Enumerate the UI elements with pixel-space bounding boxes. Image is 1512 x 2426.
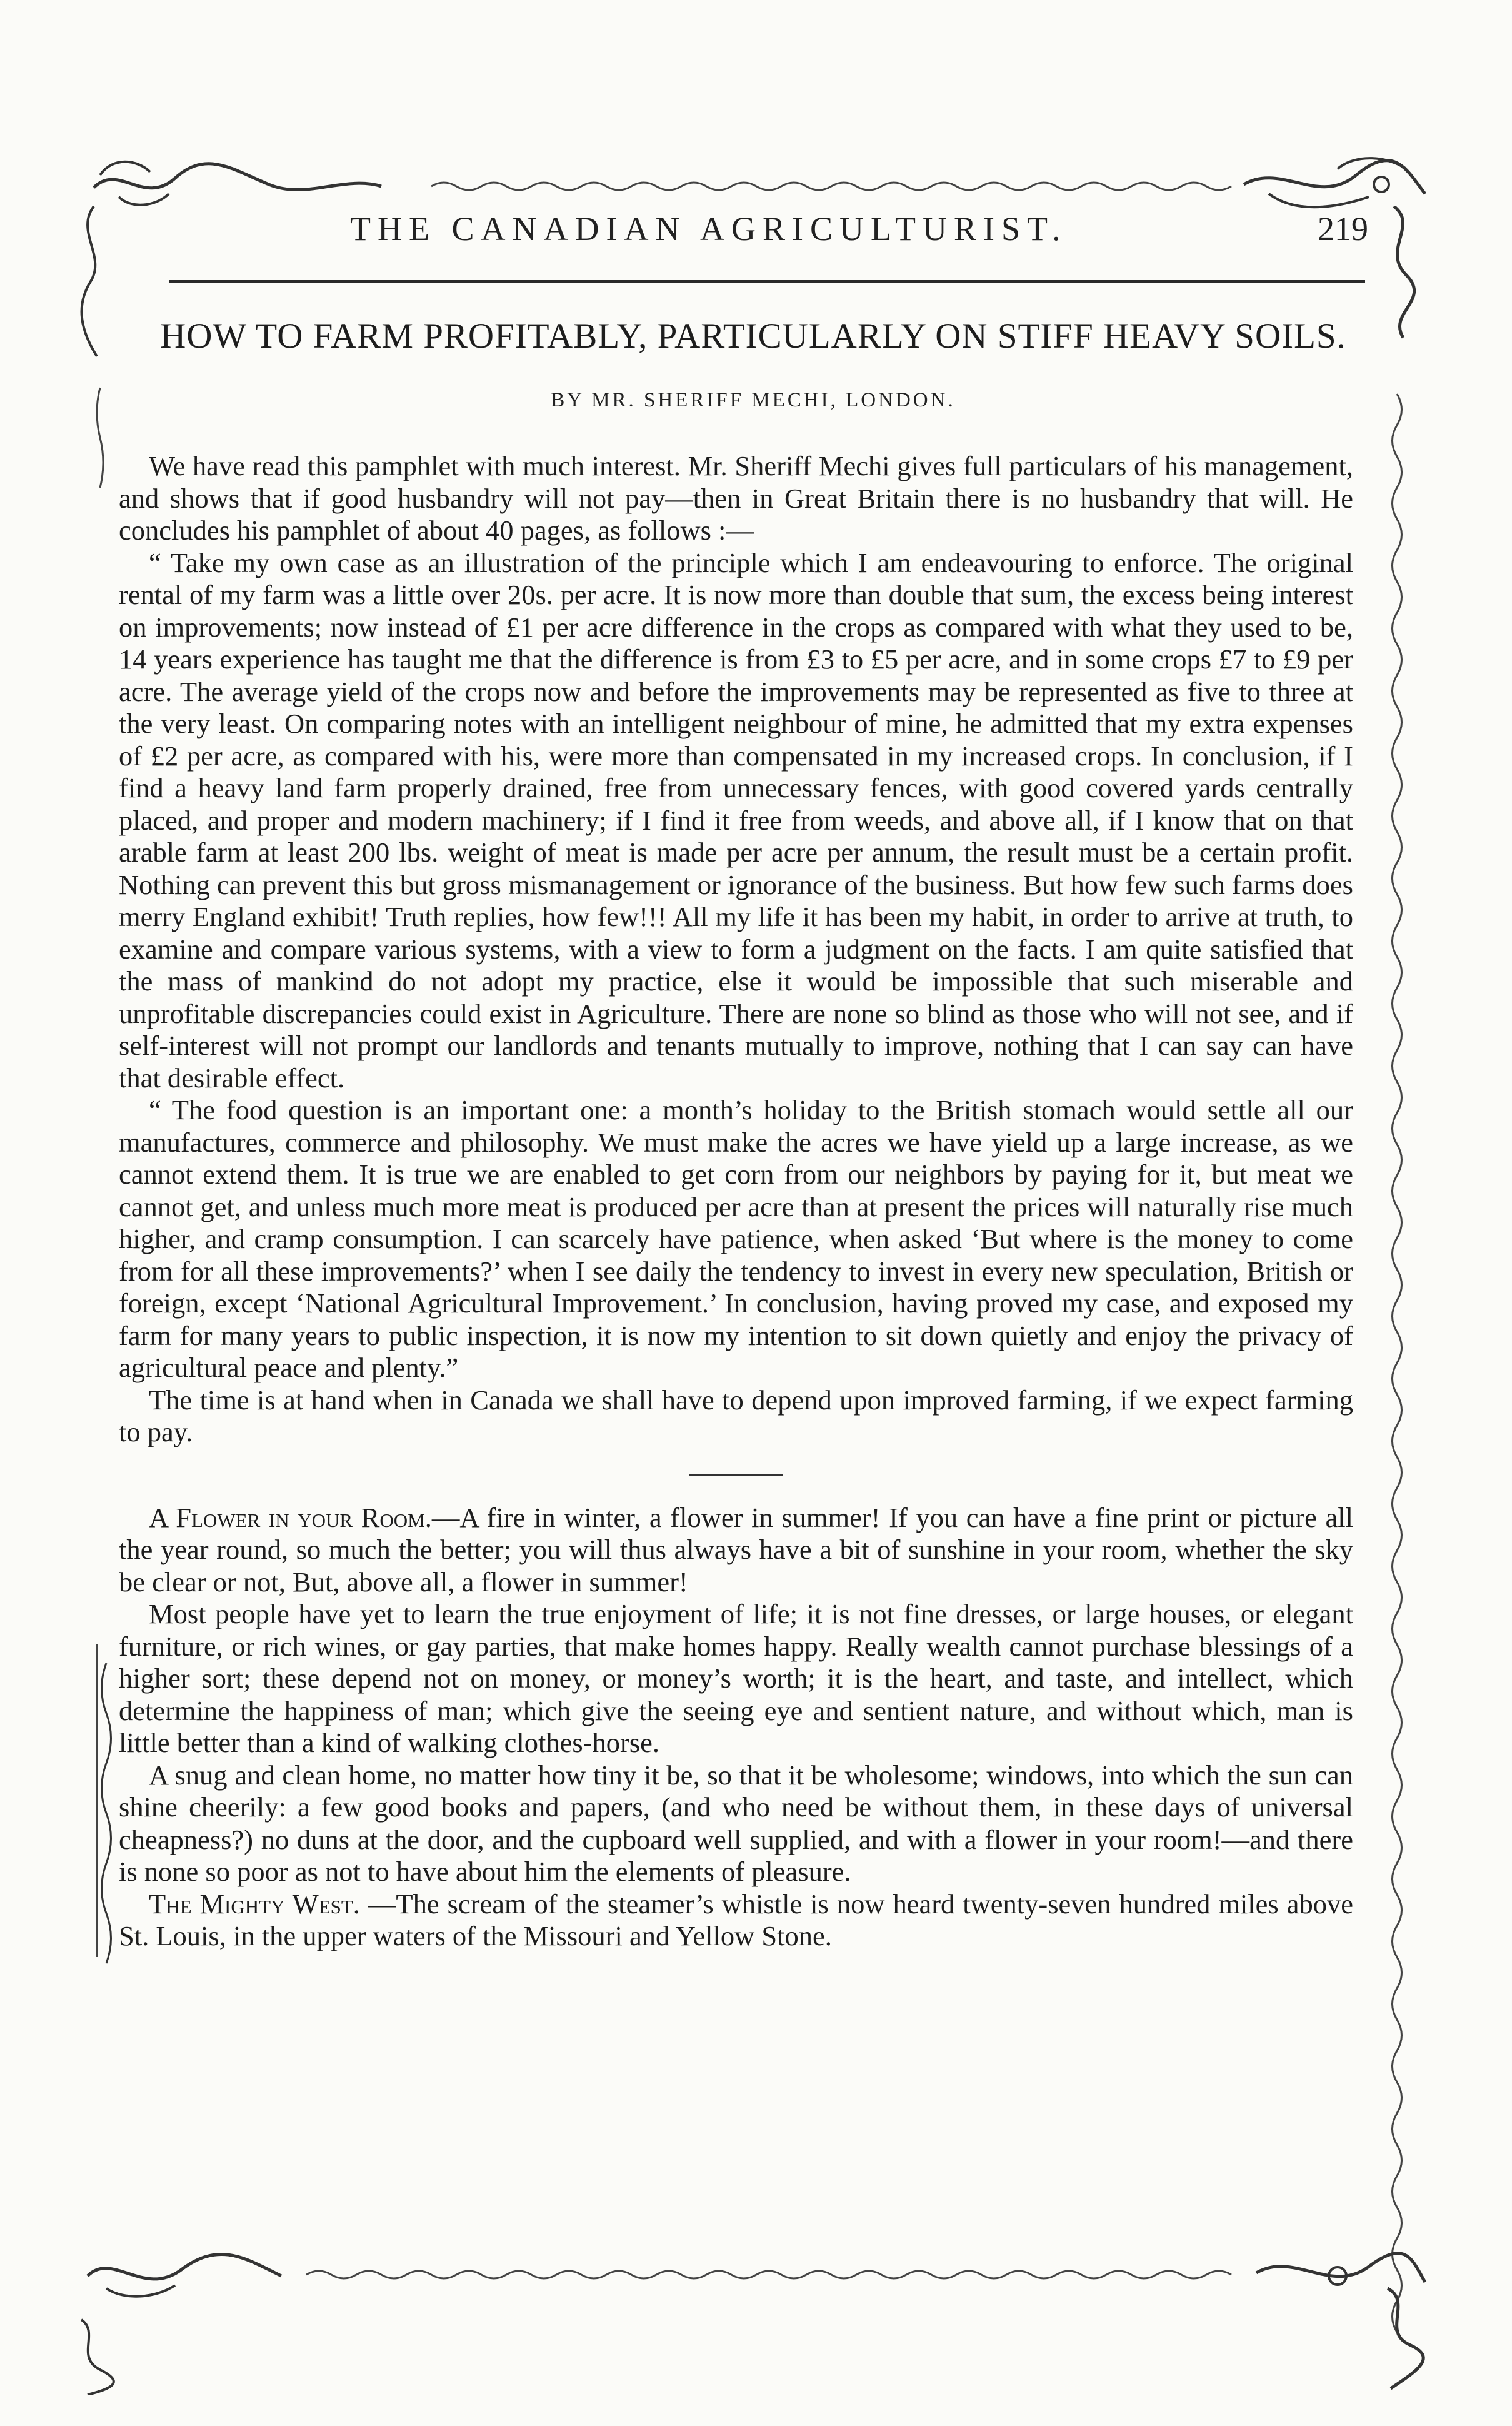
mighty-west-text: —The scream of the steamer’s whistle is now heard twenty-seven hundred miles above St. Louis, in the upper waters of the Missouri and Yellow Stone. <box>119 1888 1353 1951</box>
mighty-west-paragraph <box>119 1888 1353 1953</box>
closing-paragraph: The time is at hand when in Canada we shall have to depend upon improved farming, if we expect farming to pay. <box>119 1384 1353 1447</box>
flower-text-1: —A fire in winter, a flower in summer! If you can have a fine print or picture all the year round, so much the better; you will thus always have a bit of sunshine in your room, whether the sky be clear or not, But, above all, a flower in summer! <box>119 1501 1353 1598</box>
article-title: HOW TO FARM PROFITABLY, PARTICULARLY ON STIFF HEAVY SOILS. <box>160 316 1346 356</box>
top-ornamental-border <box>81 150 1431 219</box>
flower-paragraph-3: A snug and clean home, no matter how tiny it be, so that it be wholesome; windows, into which the sun can shine cheerily: a few good books and papers, (and who need be without them, in these days of universal cheapness?) no duns at the door, and the cupboard well supplied, and with a flower in your room!—and there is none so poor as not to have about him the elements of pleasure. <box>119 1759 1353 1887</box>
flower-paragraph-2: Most people have yet to learn the true enjoyment of life; it is not fine dresses, or large houses, or elegant furniture, or rich wines, or gay parties, that make homes happy. Really wealth cannot purchase blessings of a higher sort; these depend not on money, or money’s worth; it is the heart, and taste, and intellect, which determine the happiness of man; which give the seeing eye and sentient nature, and without which, man is little better than a kind of walking clothes-horse. <box>119 1598 1353 1758</box>
intro-paragraph: We have read this pamphlet with much interest. Mr. Sheriff Mechi gives full particulars of his management, and shows that if good husbandry will not pay—then in Great Britain there is no husbandry that will. He concludes his pamphlet of about 40 pages, as follows :— <box>119 450 1353 546</box>
left-ornamental-border <box>63 206 119 2395</box>
running-title: THE CANADIAN AGRICULTURIST. <box>350 210 1068 248</box>
section-divider <box>689 1474 783 1476</box>
quote-paragraph-2: “ The food question is an important one: a month’s holiday to the British stomach would settle all our manufactures, commerce and philosophy. We must make the acres we have yield up a large increase, as we cannot extend them. It is true we are enabled to get corn from our neighbors by paying for it, but meat we cannot get, and unless much more meat is produced per acre than at present the prices will naturally rise much higher, and cramp consumption. I can scarcely have patience, when asked ‘But where is the money to come from for all these improvements?’ when I see daily the tendency to invest in every new speculation, British or foreign, except ‘National Agricultural Improvement.’ In conclusion, having proved my case, and exposed my farm for many years to public inspection, it is now my intention to sit down quietly and enjoy the privacy of agricultural peace and plenty.” <box>119 1094 1353 1383</box>
bottom-ornamental-border <box>81 2238 1431 2307</box>
page-number: 219 <box>1318 210 1368 248</box>
header-rule <box>169 280 1365 283</box>
article-body <box>119 450 1353 1953</box>
flower-paragraph-1 <box>119 1502 1353 1599</box>
article-byline: BY MR. SHERIFF MECHI, LONDON. <box>551 389 956 411</box>
right-ornamental-border <box>1369 206 1425 2395</box>
mighty-west-heading: The Mighty West. <box>149 1888 360 1920</box>
quote-paragraph-1: “ Take my own case as an illustration of the principle which I am endeavouring to enforce. The original rental of my farm was a little over 20s. per acre. It is now more than double that sum, the excess being interest on improvements; now instead of £1 per acre difference in the crops as compared with what they used to be, 14 years experience has taught me that the difference is from £3 to £5 per acre, and in some crops £7 to £9 per acre. The average yield of the crops now and before the improvements may be represented as five to three at the very least. On comparing notes with an intelligent neighbour of mine, he admitted that my extra expenses of £2 per acre, as compared with his, were more than compensated in my increased crops. In conclusion, if I find a heavy land farm properly drained, free from unnecessary fences, with good covered yards centrally placed, and proper and modern machinery; if I find it free from weeds, and above all, if I know that on that arable farm at least 200 lbs. weight of meat is made per acre per annum, the result must be a certain profit. Nothing can prevent this but gross mismanagement or ignorance of the business. But how few such farms does merry England exhibit! Truth replies, how few!!! All my life it has been my habit, in order to arrive at truth, to examine and compare various systems, with a view to form a judgment on the facts. I am quite satisfied that the mass of mankind do not adopt my practice, else it would be impossible that such miserable and unprofitable discrepancies could exist in Agriculture. There are none so blind as those who will not see, and if self-interest will not prompt our landlords and tenants mutually to improve, nothing that I can say can have that desirable effect. <box>119 546 1353 1094</box>
running-head <box>163 209 1368 259</box>
flower-heading: A Flower in your Room. <box>149 1501 432 1533</box>
